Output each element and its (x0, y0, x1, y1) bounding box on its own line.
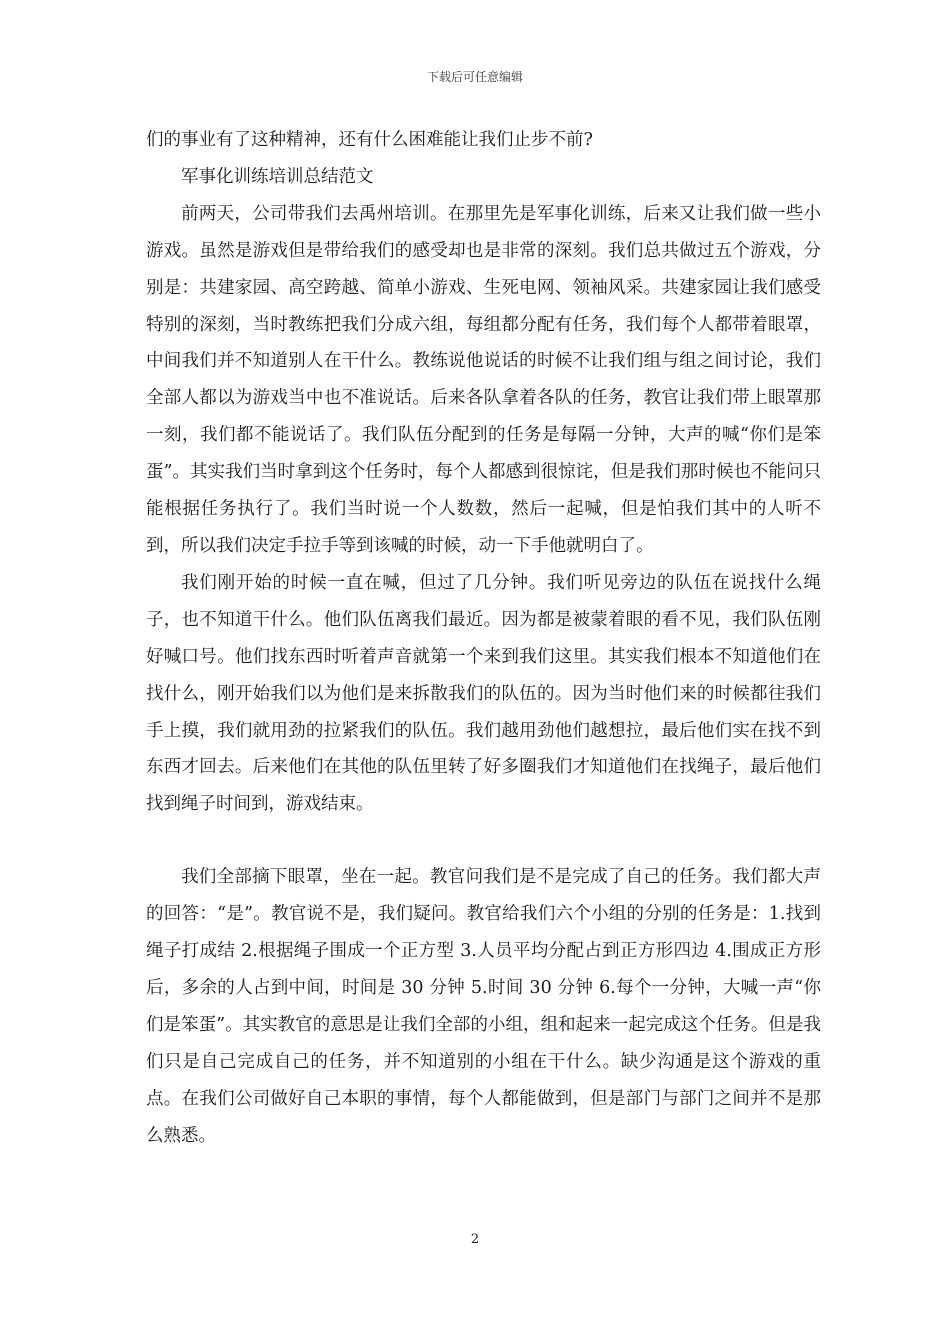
page-header: 下载后可任意编辑 (426, 70, 523, 84)
document-body (146, 122, 821, 1154)
paragraph-spacer (146, 823, 821, 859)
paragraph: 前两天，公司带我们去禹州培训。在那里先是军事化训练，后来又让我们做一些小游戏。虽然是游戏但是带给我们的感受却也是非常的深刻。我们总共做过五个游戏，分别是：共建家园、高空跨越、简单小游戏、生死电网、领袖风采。共建家园让我们感受特别的深刻，当时教练把我们分成六组，每组都分配有任务，我们每个人都带着眼罩，中间我们并不知道别人在干什么。教练说他说话的时候不让我们组与组之间讨论，我们全部人都以为游戏当中也不准说话。后来各队拿着各队的任务，教官让我们带上眼罩那一刻，我们都不能说话了。我们队伍分配到的任务是每隔一分钟，大声的喊“你们是笨蛋”。其实我们当时拿到这个任务时，每个人都感到很惊诧，但是我们那时候也不能问只能根据任务执行了。我们当时说一个人数数，然后一起喊，但是怕我们其中的人听不到，所以我们决定手拉手等到该喊的时候，动一下手他就明白了。 (146, 203, 821, 556)
paragraph: 我们全部摘下眼罩，坐在一起。教官问我们是不是完成了自己的任务。我们都大声的回答：“是”。教官说不是，我们疑问。教官给我们六个小组的分别的任务是：1.找到绳子打成结 2.根据绳子围成一个正方型 3.人员平均分配占到正方形四边 4.围成正方形后，多余的人占到中间，时间是 30 分钟 5.时间 30 分钟 6.每个一分钟，大喊一声“你们是笨蛋”。其实教官的意思是让我们全部的小组，组和起来一起完成这个任务。但是我们只是自己完成自己的任务，并不知道别的小组在干什么。缺少沟通是这个游戏的重点。在我们公司做好自己本职的事情，每个人都能做到，但是部门与部门之间并不是那么熟悉。 (146, 867, 821, 1146)
paragraph: 我们刚开始的时候一直在喊，但过了几分钟。我们听见旁边的队伍在说找什么绳子，也不知道干什么。他们队伍离我们最近。因为都是被蒙着眼的看不见，我们队伍刚好喊口号。他们找东西时听着声音就第一个来到我们这里。其实我们根本不知道他们在找什么，刚开始我们以为他们是来拆散我们的队伍的。因为当时他们来的时候都往我们手上摸，我们就用劲的拉紧我们的队伍。我们越用劲他们越想拉，最后他们实在找不到东西才回去。后来他们在其他的队伍里转了好多圈我们才知道他们在找绳子，最后他们找到绳子时间到，游戏结束。 (146, 572, 821, 815)
section-title: 军事化训练培训总结范文 (181, 166, 374, 187)
paragraph-continued: 们的事业有了这种精神，还有什么困难能让我们止步不前? (146, 130, 593, 150)
page-number: 2 (470, 1232, 480, 1247)
